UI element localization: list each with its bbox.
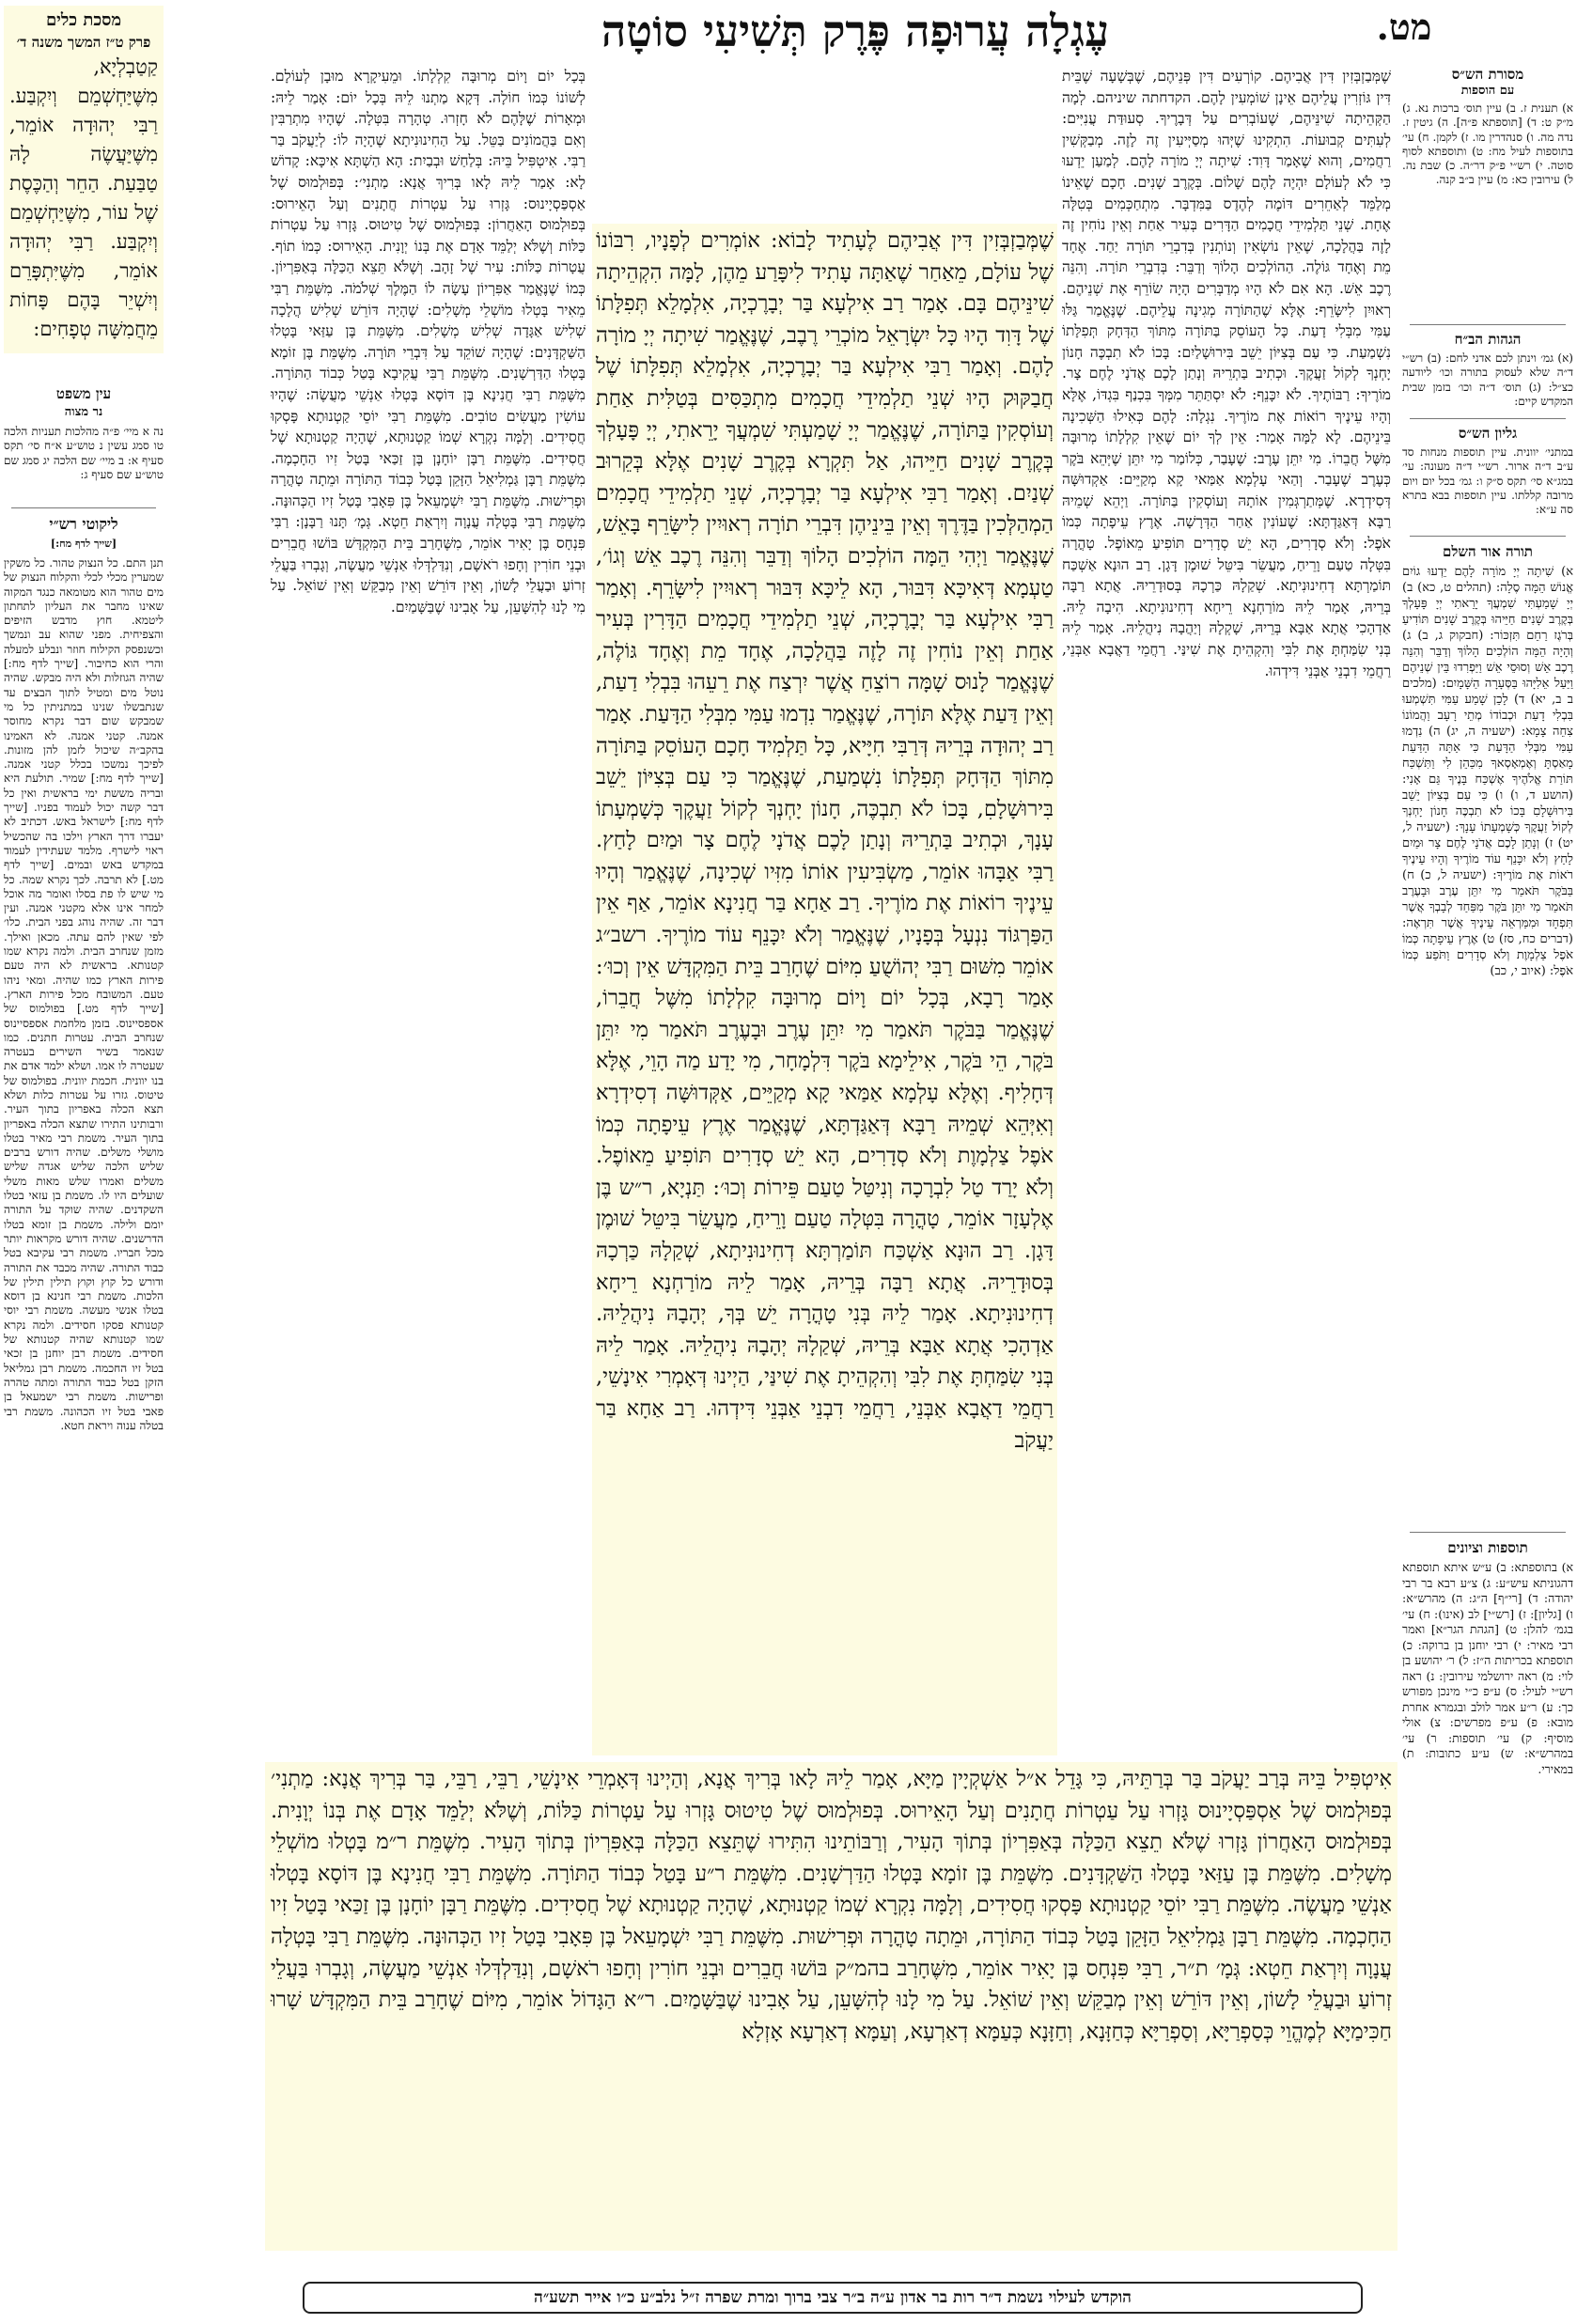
masoret-text: א) תענית ז. ב) עיין תוס׳ ברכות נא. ג) מ״ק ט: ד) [תוספתא פ״ה]. ה) גיטין ז. נדה מה. ו) סנהדרין מו. ז) לקמן. ח) עי׳ בתוספות לעיל מח: ט) ותוספתא לסוף סוטה. י) רש״י פ״ק דר״ה. כ) שבת נה. ל) עירובין כא: מ) עיין ב״ב קנה. [1402, 101, 1573, 187]
ein-mishpat-text: נה א מיי׳ פ״ה מהלכות תעניות הלכה טו סמג עשין נ טוש״ע א״ח סי׳ תקס סעיף א: ב מיי׳ שם הלכה יג סמג שם טוש״ע שם סעיף ג: [4, 425, 164, 481]
gemara-main-text: שֶׁמְּבַזְבְּזִין דִּין אֲבִיהֶם לֶעָתִיד לָבוֹא: אוֹמְרִים לְפָנָיו, רִבּוֹנוֹ שֶׁל עוֹלָם, מֵאַחַר שֶׁאַתָּה עָתִיד לִיפָּרַע מֵהֶן, לָמָּה הִקְהֵיתָה שִׁינֵּיהֶם בָּם. אָמַר רַב אִילְעָא בַּר יְבָרֶכְיָה, אִלְמָלֵא תְּפִלָּתוֹ שֶׁל דָּוִד הָיוּ כָּל יִשְׂרָאֵל מוֹכְרֵי רֶבֶב, שֶׁנֶּאֱמַר שִׁיתָה יְיָ מוֹרָה לָהֶם. וְאָמַר רַבִּי אִילְעָא בַּר יְבָרֶכְיָה, אִלְמָלֵא תְּפִלָּתוֹ שֶׁל חֲבַקּוּק הָיוּ שְׁנֵי תַלְמִידֵי חֲכָמִים מִתְכַּסִּים בְּטַלִּית אַחַת וְעוֹסְקִין בַּתּוֹרָה, שֶׁנֶּאֱמַר יְיָ שָׁמַעְתִּי שִׁמְעֲךָ יָרֵאתִי, יְיָ פָּעָלְךָ בְּקֶרֶב שָׁנִים חַיֵּיהוּ, אַל תִּקְרָא בְּקֶרֶב שָׁנִים אֶלָּא בְּקֵרוּב שְׁנַיִם. וְאָמַר רַבִּי אִילְעָא בַּר יְבָרֶכְיָה, שְׁנֵי תַלְמִידֵי חֲכָמִים הַמְהַלְּכִין בַּדֶּרֶךְ וְאֵין בֵּינֵיהֶן דִּבְרֵי תוֹרָה רְאוּיִין לִישָּׂרֵף בָּאֵשׁ, שֶׁנֶּאֱמַר וַיְהִי הֵמָּה הוֹלְכִים הָלוֹךְ וְדַבֵּר וְהִנֵּה רֶכֶב אֵשׁ וְגוֹ׳, טַעְמָא דְּאִיכָּא דִּבּוּר, הָא לֵיכָּא דִּבּוּר רְאוּיִין לִישָּׂרֵף. וְאָמַר רַבִּי אִילְעָא בַּר יְבָרֶכְיָה, שְׁנֵי תַלְמִידֵי חֲכָמִים הַדָּרִין בְּעִיר אַחַת וְאֵין נוֹחִין זֶה לָזֶה בַּהֲלָכָה, אֶחָד מֵת וְאֶחָד גּוֹלֶה, שֶׁנֶּאֱמַר לָנוּס שָׁמָּה רוֹצֵחַ אֲשֶׁר יִרְצַח אֶת רֵעֵהוּ בִּבְלִי דַעַת, וְאֵין דַּעַת אֶלָּא תּוֹרָה, שֶׁנֶּאֱמַר נִדְמוּ עַמִּי מִבְּלִי הַדָּעַת. אָמַר רַב יְהוּדָה בְּרֵיהּ דְּרַבִּי חִיָּיא, כָּל תַּלְמִיד חָכָם הָעוֹסֵק בַּתּוֹרָה מִתּוֹךְ הַדְּחָק תְּפִלָּתוֹ נִשְׁמַעַת, שֶׁנֶּאֱמַר כִּי עַם בְּצִיּוֹן יֵשֵׁב בִּירוּשָׁלָםִ, בָּכוֹ לֹא תִבְכֶּה, חָנוֹן יָחְנְךָ לְקוֹל זַעֲקֶךָ כְּשָׁמְעָתוֹ עָנָךְ, וּכְתִיב בַּתְרֵיהּ וְנָתַן לָכֶם אֲדֹנָי לֶחֶם צָר וּמַיִם לָחַץ. רַבִּי אַבָּהוּ אוֹמֵר, מַשְׂבִּיעִין אוֹתוֹ מִזִּיו שְׁכִינָה, שֶׁנֶּאֱמַר וְהָיוּ עֵינֶיךָ רוֹאוֹת אֶת מוֹרֶיךָ. רַב אַחָא בַּר חֲנִינָא אוֹמֵר, אַף אֵין הַפַּרְגּוֹד נִנְעָל בְּפָנָיו, שֶׁנֶּאֱמַר וְלֹא יִכָּנֵף עוֹד מוֹרֶיךָ. רשב״ג אוֹמֵר מִשּׁוּם רַבִּי יְהוֹשֻׁעַ מִיּוֹם שֶׁחָרַב בֵּית הַמִּקְדָּשׁ אֵין וְכוּ׳: אָמַר רָבָא, בְּכָל יוֹם וָיוֹם מְרוּבָּה קִלְלָתוֹ מִשֶּׁל חֲבֵרוֹ, שֶׁנֶּאֱמַר בַּבֹּקֶר תֹּאמַר מִי יִתֵּן עֶרֶב וּבָעֶרֶב תֹּאמַר מִי יִתֵּן בֹּקֶר, הֵי בֹּקֶר, אִילֵימָא בֹּקֶר דִּלְמָחָר, מִי יָדַע מַה הָוֵי, אֶלָּא דְּחָלִיף. וְאֶלָּא עָלְמָא אַמַּאי קָא מְקַיֵּים, אַקְּדוּשָּׁה דְסִידְרָא וְאִיְּהֵא שְׁמֵיהּ רַבָּא דְּאַגַּדְתָּא, שֶׁנֶּאֱמַר אֶרֶץ עֵיפָתָה כְּמוֹ אֹפֶל צַלְמָוֶת וְלֹא סְדָרִים, הָא יֵשׁ סְדָרִים תּוֹפִיעַ מֵאוֹפֶל. וְלֹא יָרַד טַל לִבְרָכָה וְנִיטַּל טַעַם פֵּירוֹת וְכוּ׳: תַּנְיָא, ר״ש בֶּן אֶלְעָזָר אוֹמֵר, טָהֳרָה בִּטְּלָה טַעַם וָרֵיחַ, מַעֲשֵׂר בִּיטֵּל שׁוּמֶן דָּגָן. רַב הוּנָא אַשְׁכַּח תּוֹמַרְתָּא דְחִינוּנִיתָא, שְׁקַלָהּ כַּרְכָהּ בְּסוּדָרֵיהּ. אֲתָא רַבָּה בְּרֵיהּ, אָמַר לֵיהּ מוֹרַחְנָא רֵיחָא דְחִינוּנִיתָא. אָמַר לֵיהּ בְּנִי טָהֳרָה יֵשׁ בְּךָ, יְהָבָהּ נִיהֲלֵיהּ. אַדְהָכִי אֲתָא אַבָּא בְּרֵיהּ, שְׁקַלָהּ יְהָבָהּ נִיהֲלֵיהּ. אָמַר לֵיהּ בְּנִי שִׂמַּחְתָּ אֶת לִבִּי וְהִקְהֵיתָ אֶת שִׁינַּי, הַיְינוּ דְּאָמְרִי אִינָשֵׁי, רַחֲמֵי דַאֲבָא אַבְּנֵי, רַחֲמֵי דִבְנֵי אַבְּנֵי דִּידְהוּ. רַב אַחָא בַּר יַעֲקֹב [592, 224, 1057, 1755]
kelim-subtitle: פרק ט״ז המשך משנה ד׳ [16, 34, 151, 51]
hagahot-habach-title: הגהות הב״ח [1454, 331, 1522, 348]
gilyon-hashas-title: גליון הש״ס [1458, 425, 1518, 442]
hosafot-text: א) בתוספתא: ב) ע״ש איתא תוספתא דהגוניתא עיש״ע: ג) צ״ע רבא בר רבי יהודה: ד) [רי״ף] ה״ג: ה) מהרש״א: ו) [גליון]: ז) [רש״י] לב (אינו): ח) עי׳ בגמ׳ להלן: ט) [הגהת הגר״א] ואמר רבי מאיר: י) רבי יוחנן בן ברוקה: כ) תוספתא בכריתות ה״ז: ל) ר׳ יהושע בן לוי: מ) ראה ירושלמי עירובין: נ) ראה רש״י לעיל: ס) ע״פ כ״י מינכן מפורש כך: ע) ר״ע אמר לולב ובגמרא אחרת מובא: פ) ע״פ מפרשים: צ) אולי מוסיף: ק) עי׳ תוספות: ר) עי׳ במהרש״א: ש) ע״ע כתובות: ת) במאירי. [1402, 1560, 1573, 1776]
masoret-title: מסורת הש״ס [1451, 66, 1524, 83]
rashi-commentary: שֶׁמְּבַזְבְּזִין דִּין אֲבִיהֶם. קוֹרְעִים דִּין פְּנֵיהֶם, שֶׁבְּשָׁעָה שֶׁבֵּית דִּין גּוֹזְרִין עֲלֵיהֶם אֵינָן שׁוֹמְעִין לָהֶם. הקדחתה שיניהם. לְמָה הַקְּהֵיתָה שִׁינֵּיהֶם, שֶׁעוֹבְרִים עַל דְּבָרֶיךָ. סְעוּדַּת עֲנִיִּים: לְעִתִּים קְבוּעוֹת. הִתְקִינוּ שֶׁיְּהוּ מְסַיְּיעִין זֶה לָזֶה. מְבַקְּשִׁין רַחֲמִים, וְהוּא שֶׁאָמַר דָּוִד: שִׁיתָה יְיָ מוֹרָה לָהֶם. לְמַעַן יֵדְעוּ כִּי לֹא לְעוֹלָם יִהְיֶה לָהֶם שָׁלוֹם. בְּקֶרֶב שָׁנִים. חָכָם שֶׁאֵינוֹ מְלַמֵּד לְאַחֵרִים דּוֹמֶה לְהֶדֶס בַּמִּדְבָּר. מִתְחַכְּמִים בְּטִלָּה אֶחָת. שְׁנֵי תַּלְמִידֵי חֲכָמִים הַדָּרִים בְּעִיר אַחַת וְאֵין נוֹחִין זֶה לָזֶה בַּהֲלָכָה, שֶׁאֵין נוֹשְׂאִין וְנוֹתְנִין בְּדִבְרֵי תּוֹרָה יַחַד. אֶחָד מֵת וְאֶחָד גּוֹלֶה. הַהוֹלְכִים הָלוֹךְ וְדַבֵּר: בְּדִבְרֵי תּוֹרָה. וְהִנֵּה רֶכֶב אֵשׁ. הָא אִם לֹא הָיוּ מְדַבְּרִים הָיָה שׂוֹרֵף אֶת שְׁנֵיהֶם. רְאוּיִן לִישָּׂרֵף: אֶלָּא שֶׁהַתּוֹרָה מְגִינָה עֲלֵיהֶם. שֶׁנֶּאֱמַר גַּלּוּ עַמִּי מִבְּלִי דָעַת. כָּל הָעוֹסֵק בַּתּוֹרָה מִתּוֹךְ הַדְּחָק תְּפִלָּתוֹ נִשְׁמַעַת. כִּי עַם בְּצִיּוֹן יֵשֵׁב בִּירוּשָׁלַיִם: בָּכוֹ לֹא תִבְכֶּה חָנוֹן יָחְנְךָ לְקוֹל זַעֲקֶךָ. וּכְתִיב בַּתְרֵיהּ וְנָתַן לָכֶם אֲדֹנָי לֶחֶם צָר. מוֹרֶיךָ: רַבּוֹתֶיךָ. לֹא יִכָּנֵף: לֹא יִסְתַּתֵּר מִמְּךָ בִּכְנַף בִּגְדּוֹ, אֶלָּא וְהָיוּ עֵינֶיךָ רוֹאוֹת אֶת מוֹרֶיךָ. נִגְלָה: לָהֶם כְּאִילוּ הַשְּׁכִינָה בֵּינֵיהֶם. לָא לַמָּה אָמַר: אֵין לְךָ יוֹם שֶׁאֵין קִלְלָתוֹ מְרוּבָּה מִשֶּׁל חֲבֵרוֹ. מִי יִתֵּן עֶרֶב: שֶׁעָבַר, כְּלוֹמַר מִי יִתֵּן שֶׁיְּהֵא בֹּקֶר כְּעֶרֶב שֶׁעָבַר. וְהַאי עָלְמָא אַמַּאי קָא מְקַיֵּים: אַקְדוּשָּׁה דְּסִידְרָא. שֶׁמְּתַרְגְּמִין אוֹתָהּ וְעוֹסְקִין בַּתּוֹרָה. וַיְהֵא שְׁמֵיהּ רַבָּא דְּאַגַּדְתָּא: שֶׁעוֹנִין אַחַר הַדְּרָשָׁה. אֶרֶץ עֵיפָתָה כְּמוֹ אֹפֶל: וְלֹא סְדָרִים, הָא יֵשׁ סְדָרִים תּוֹפִיעַ מֵאוֹפֶל. טָהֳרָה בִּטְּלָה טַעַם וָרֵיחַ, מַעֲשֵׂר בִּיטֵּל שׁוּמֶן דָּגָן. רַב הוּנָא אַשְׁכַּח תּוֹמַרְתָּא דְחִינוּנִיתָא. שְׁקַלָהּ כַּרְכָהּ בְּסוּדָרֵיהּ. אֲתָא רַבָּה בְּרֵיהּ, אָמַר לֵיהּ מוֹרַחְנָא רֵיחָא דְחִינוּנִיתָא. הִיבָה לֵיהּ. אַדְהָכִי אֲתָא אַבָּא בְּרֵיהּ, שָׁקְלָהּ וְיַהֲבָהּ נִיהֲלֵיהּ. אָמַר לֵיהּ בְּנִי שִׂמַּחְתָּ אֶת לִבִּי וְהִקְהֵיתָ אֶת שִׁינַּי. רַחֲמֵי דַאֲבָא אַבְּנֵי, רַחֲמֵי דִבְנֵי אַבְּנֵי דִּידְהוּ. [1062, 68, 1391, 679]
divider [1410, 536, 1566, 537]
gemara-continuation: אִיטְפִּיל בֵּיהּ בְּרַב יַעֲקֹב בַּר בְּרַתֵּיהּ, כִּי גָּדֵל א״ל אַשְׁקְיָין מַיָּא, אָמַר לֵיהּ לָאו בְּרִיךְ אֲנָא, וְהַיְינוּ דְּאָמְרֵי אִינָשֵׁי, רַבֵּי, רַבֵּי, בַּר בְּרִיךְ אֲנָא: מַתְנִי׳ בְּפוּלְמוּס שֶׁל אַסְפַּסְיָינוּס גָּזְרוּ עַל עַטְרוֹת חֲתָנִים וְעַל הָאֵירוּס. בְּפוּלְמוּס שֶׁל טִיטוּס גָּזְרוּ עַל עַטְרוֹת כַּלּוֹת, וְשֶׁלֹּא יְלַמֵּד אָדָם אֶת בְּנוֹ יְוָנִית. בְּפוּלְמוּס הָאַחֲרוֹן גָּזְרוּ שֶׁלֹּא תֵצֵא הַכַּלָּה בְּאַפִּרְיוֹן בְּתוֹךְ הָעִיר, וְרַבּוֹתֵינוּ הִתִּירוּ שֶׁתֵּצֵא הַכַּלָּה בְּאַפִּרְיוֹן בְּתוֹךְ הָעִיר. מִשֶּׁמֵּת ר״מ בָּטְלוּ מוֹשְׁלֵי מְשָׁלִים. מִשֶּׁמֵּת בֶּן עַזַּאי בָּטְלוּ הַשַּׁקְדָּנִים. מִשֶּׁמֵּת בֶּן זוֹמָא בָּטְלוּ הַדַּרְשָׁנִים. מִשֶּׁמֵּת ר״ע בָּטַל כְּבוֹד הַתּוֹרָה. מִשֶּׁמֵּת רַבִּי חֲנִינָא בֶּן דּוֹסָא בָּטְלוּ אַנְשֵׁי מַעֲשֶׂה. מִשֶּׁמֵּת רַבִּי יוֹסֵי קַטְנוּתָא פָּסְקוּ חֲסִידִים, וְלָמָּה נִקְרָא שְׁמוֹ קַטְנוּתָא, שֶׁהָיָה קַטְנוּתָא שֶׁל חֲסִידִים. מִשֶּׁמֵּת רַבָּן יוֹחָנָן בֶּן זַכַּאי בָּטַל זִיו הַחָכְמָה. מִשֶּׁמֵּת רַבָּן גַּמְלִיאֵל הַזָּקֵן בָּטַל כְּבוֹד הַתּוֹרָה, וּמֵתָה טָהֳרָה וּפְרִישׁוּת. מִשֶּׁמֵּת רַבִּי יִשְׁמָעֵאל בֶּן פִּאָבִי בָּטַל זִיו הַכְּהוּנָּה. מִשֶּׁמֵּת רַבִּי בָּטְלָה עֲנָוָה וְיִרְאַת חֵטְא: גְּמָ׳ ת״ר, רַבִּי פִּנְחָס בֶּן יָאִיר אוֹמֵר, מִשֶּׁחָרַב בהמ״ק בּוֹשׁוּ חֲבֵרִים וּבְנֵי חוֹרִין וְחָפוּ רֹאשָׁם, וְנִדַּלְדְּלוּ אַנְשֵׁי מַעֲשֶׂה, וְגָבְרוּ בַּעֲלֵי זְרוֹעַ וּבַעֲלֵי לָשׁוֹן, וְאֵין דּוֹרֵשׁ וְאֵין מְבַקֵּשׁ וְאֵין שׁוֹאֵל. עַל מִי לָנוּ לְהִשָּׁעֵן, עַל אָבִינוּ שֶׁבַּשָּׁמַיִם. ר״א הַגָּדוֹל אוֹמֵר, מִיּוֹם שֶׁחָרַב בֵּית הַמִּקְדָּשׁ שָׁרוּ חַכִּימַיָּא לְמֶהֱוֵי כְּסַפְרַיָּא, וְסַפְרַיָּא כְּחַזָּנָא, וְחַזָּנָא כְּעַמָּא דְאַרְעָא, וְעַמָּא דְאַרְעָא אָזְלָא [265, 1762, 1397, 2251]
divider [1410, 324, 1566, 325]
likutei-rashi-title: ליקוטי רש״י [49, 515, 118, 533]
divider [1410, 418, 1566, 419]
kelim-title: מסכת כלים [45, 10, 122, 30]
dedication-text: הוקדש לעילוי נשמת ד״ר רות בר אדון ע״ה ב״ר צבי ברוך ומרת שפרה ז״ל נלב״ע כ״ו אייר תשע״ה [534, 2288, 1132, 2307]
dedication-footer [303, 2282, 1363, 2314]
ein-mishpat-title: עין משפט [55, 385, 112, 402]
kelim-box [4, 6, 164, 353]
chapter-title: עֶגְלָה עֲרוּפָה פֶּרֶק תְּשִׁיעִי סוֹטָה [601, 6, 1110, 56]
gilyon-hashas-text: במתני׳ יוונית. עיין תוספות מנחות סד ע״ב ד״ה ארור. רש״י ד״ה מעונה: עי׳ במג״א סי׳ תקס ס״ק ו: גמ׳ בכל יום ויום מרובה קללתו. עיין תוספות בבא בתרא סה ע״א: [1402, 445, 1573, 517]
masoret-subtitle: עם הוספות [1460, 84, 1515, 98]
torah-or-text: א) שִׁיתָה יְיָ מוֹרָה לָהֶם יֵדְעוּ גוֹיִם אֱנוֹשׁ הֵמָּה סֶלָה: (תהלים ט, כא) ב) יְיָ שָׁמַעְתִּי שִׁמְעֲךָ יָרֵאתִי יְיָ פָּעָלְךָ בְּקֶרֶב שָׁנִים חַיֵּיהוּ בְּקֶרֶב שָׁנִים תּוֹדִיעַ בְּרֹגֶז רַחֵם תִּזְכּוֹר: (חבקוק ג, ב) ג) וְהָיָה הֵמָּה הוֹלְכִים הָלוֹךְ וְדַבֵּר וְהִנֵּה רֶכֶב אֵשׁ וְסוּסֵי אֵשׁ וַיַּפְרִדוּ בֵּין שְׁנֵיהֶם וַיַּעַל אֵלִיָּהוּ בַּסְּעָרָה הַשָּׁמָיִם: (מלכים ב ב, יא) ד) לָכֵן שָׁמַע עַמִּי תִּשְׁמְעוּ בִּבְלִי דָעַת וּכְבוֹדוֹ מְתֵי רָעָב וַהֲמוֹנוֹ צִחֵה צָמָא: (ישעיה ה, יג) ה) נִדְמוּ עַמִּי מִבְּלִי הַדָּעַת כִּי אַתָּה הַדַּעַת מָאַסְתָּ וְאֶמְאָסְאךָ מִכַּהֵן לִי וַתִּשְׁכַּח תּוֹרַת אֱלֹהֶיךָ אֶשְׁכַּח בָּנֶיךָ גַּם אָנִי: (הושע ד, ו) ו) כִּי עַם בְּצִיּוֹן יֵשֵׁב בִּירוּשָׁלָםִ בָּכוֹ לֹא תִבְכֶּה חָנוֹן יָחְנְךָ לְקוֹל זַעֲקֶךָ כְּשָׁמְעָתוֹ עָנָךְ: (ישעיה ל, יט) ז) וְנָתַן לָכֶם אֲדֹנָי לֶחֶם צָר וּמַיִם לָחַץ וְלֹא יִכָּנֵף עוֹד מוֹרֶיךָ וְהָיוּ עֵינֶיךָ רֹאוֹת אֶת מוֹרֶיךָ: (ישעיה ל, כ) ח) בַּבֹּקֶר תֹּאמַר מִי יִתֵּן עֶרֶב וּבָעֶרֶב תֹּאמַר מִי יִתֵּן בֹּקֶר מִפַּחַד לְבָבְךָ אֲשֶׁר תִּפְחָד וּמִמַּרְאֵה עֵינֶיךָ אֲשֶׁר תִּרְאֶה: (דברים כח, סז) ט) אֶרֶץ עֵיפָתָה כְּמוֹ אֹפֶל צַלְמָוֶת וְלֹא סְדָרִים וַתֹּפַע כְּמוֹ אֹפֶל: (איוב י, כב) [1402, 565, 1573, 978]
likutei-rashi-text: תנן התם. כל הנצוק טהור. כל משקין שמערין מכלי לכלי והקלוח הנצוק של מים טהור הוא מטומאה כנגד המקוה שאינו מחבר את העליון לתחתון ליטמא. חוץ מדבש הזיפים והצפיחית. מפני שהוא עב ונמשך וכשנפסק הקילוח חוזר ונבלע למעלה והרי הוא כחיבור. [שייך לדף מח:] שהיה הגוזלות ולא היה מבקש. שהיה נוטל מים ומטיל לתוך הבצים עד שנתבשלו שנינו במתניתין כל מי שמבקש שום דבר נקרא מחוסר אמנה. קטני אמנה. לא האמינו בהקב״ה שיכול לזמן להן מזונות. לפיכך נמשכו בכלל קטני אמנה. [שייך לדף מח:] שמיר. תולעת היא ובריה מששת ימי בראשית ואין כל דבר קשה יכול לעמוד בפניו. [שייך לדף מח:] לישראל באש. דכתיב לא יעברו דרך הארץ וילכו בה שהכשיל ראוי לישרף. מלמד שעתידין לעמוד במקדש באש ובמים. [שייך לדף מט.] לא תרבה. לכך נקרא שמה. כל מי שיש לו פת בסלו ואומר מה אוכל למחר אינו אלא מקטני אמנה. ועין דבר זה. שהיה נוהג בפני הבית. כלו׳ לפי שאין להם עתה. מכאן ואילך. מזמן שנחרב הבית. ולמה נקרא שמו קטנותא. בראשית לא היה טעם פירות הארץ כמו שהיה. ומאי ניהו טעם. המשובח מכל פירות הארץ. [שייך לדף מט.] בפולמוס של אספסיינוס. בזמן מלחמת אספסיינוס שנחרב הבית. עטרות חתנים. כמו שנאמר בשיר השירים בעטרה שעטרה לו אמו. ושלא ילמד אדם את בנו יוונית. חכמת יוונית. בפולמוס של טיטוס. גזרו על עטרות כלות ושלא תצא הכלה באפריון בתוך העיר. ורבותינו התירו שתצא הכלה באפריון בתוך העיר. משמת רבי מאיר בטלו מושלי משלים. שהיה דורש ברבים שליש הלכה שליש אגדה שליש משלים ואמרו שלש מאות משלי שועלים היו לו. משמת בן עזאי בטלו השקדנים. שהיה שוקד על התורה יומם ולילה. משמת בן זומא בטלו הדרשנים. שהיה דורש מקראות יותר מכל חבריו. משמת רבי עקיבא בטל כבוד התורה. שהיה מכבד את התורה ודורש כל קוץ וקוץ תילין תילין של הלכות. משמת רבי חנינא בן דוסא בטלו אנשי מעשה. משמת רבי יוסי קטנותא פסקו חסידים. ולמה נקרא שמו קטנותא שהיה קטנותא של חסידים. משמת רבן יוחנן בן זכאי בטל זיו החכמה. משמת רבן גמליאל הזקן בטל כבוד התורה ומתה טהרה ופרישות. משמת רבי ישמעאל בן פאבי בטל זיו הכהונה. משמת רבי בטלה ענוה ויראת חטא. [4, 556, 164, 1432]
torah-or-title: תורה אור השלם [1443, 543, 1533, 560]
ein-mishpat-subtitle: נר מצוה [64, 405, 103, 419]
likutei-rashi-subtitle: [שייך לדף מח:] [50, 538, 117, 550]
kelim-text: קַטַבְלְיָא, מִשֶּׁיַּחְשְׁמֵם וְיִקְבַּע. רַבִּי יְהוּדָה אוֹמֵר, מִשֶּׁיַּעֲשֶׂה לָהּ טַבַּעַת. הַחֵר וְהַכֶּסֶת שֶׁל עוֹר, מִשֶּׁיַּחְשְׁמֵם וְיִקְבַּע. רַבִּי יְהוּדָה אוֹמֵר, מִשֶּׁיִּתְפָּרֵם וְיִשְׁיֵר בָּהֶם פָּחוֹת מֵחֲמִשָּׁה טְפָחִים: [9, 55, 158, 340]
rashi-top-band [592, 66, 1057, 221]
divider [1410, 1532, 1566, 1533]
hosafot-title: תוספות וציונים [1447, 1539, 1528, 1556]
tosafot-commentary: בְּכָל יוֹם וָיוֹם מְרוּבָּה קִלְלָתוֹ. וּמֵעִיקָרָא מוּבָן לְעוֹלָם. לְשׁוֹנוֹ כְּמוֹ חוֹלָה. דְּקָא מַתְנוּ לֵיהּ בְּכָל יוֹם: אָמַר לֵיהּ: וּמְאָרוֹת שֶׁלָּהֶם לֹא חָזְרוּ. טְהָרָה בִּטְּלָה. שֶׁהָיוּ מִתְרַבִּין וְאִם בַּהֲמוֹנִים בַּטֵּל. עַל הַחִינוּנִיתָא שֶׁהָיָה לוֹ: לְיַעֲקֹב בַּר רַבִּי. אִיטְפִּיל בֵּיהּ: בְּלַחַשׁ וּבְבַיִת: הָא הַשְׁתָּא אִיכָּא: קָדוֹשׁ לָא: אָמַר לֵיהּ לָאו בְּרִיךְ אֲנָא: מַתְנִי׳: בְּפוּלְמוּס שֶׁל אַסְפַּסְיָינוּס: גָּזְרוּ עַל עַטְרוֹת חֲתָנִים וְעַל הָאֵירוּס: בְּפוּלְמוּס הָאַחֲרוֹן: בְּפוּלְמוּס שֶׁל טִיטוּס. גָּזְרוּ עַל עַטְרוֹת כַּלּוֹת וְשֶׁלֹּא יְלַמֵּד אָדָם אֶת בְּנוֹ יְוָנִית. הָאֵירוּס: כְּמוֹ תוֹף. עֲטָרוֹת כַּלּוֹת: עִיר שֶׁל זָהָב. וְשֶׁלֹּא תֵּצֵא הַכַּלָּה בְּאַפִּרְיוֹן. כְּמוֹ שֶׁנֶּאֱמַר אַפִּרְיוֹן עָשָׂה לוֹ הַמֶּלֶךְ שְׁלֹמֹה. מִשֶּׁמֵּת רַבִּי מֵאִיר בָּטְלוּ מוֹשְׁלֵי מְשָׁלִים: שֶׁהָיָה דּוֹרֵשׁ שְׁלִישׁ הֲלָכָה שְׁלִישׁ אַגָּדָה שְׁלִישׁ מְשָׁלִים. מִשֶּׁמֵּת בֶּן עַזַּאי בָּטְלוּ הַשַּׁקְדָּנִים: שֶׁהָיָה שׁוֹקֵד עַל דִּבְרֵי תּוֹרָה. מִשֶּׁמֵּת בֶּן זוֹמָא בָּטְלוּ הַדַּרְשָׁנִים. מִשֶּׁמֵּת רַבִּי עֲקִיבָא בָּטַל כְּבוֹד הַתּוֹרָה. מִשֶּׁמֵּת רַבִּי חֲנִינָא בֶּן דּוֹסָא בָּטְלוּ אַנְשֵׁי מַעֲשֶׂה: שֶׁהָיוּ עוֹשִׂין מַעֲשִׂים טוֹבִים. מִשֶּׁמֵּת רַבִּי יוֹסֵי קַטְנוּתָא פָּסְקוּ חֲסִידִים. וְלָמָּה נִקְרָא שְׁמוֹ קַטְנוּתָא, שֶׁהָיָה קַטְנוּתָא שֶׁל חֲסִידִים. מִשֶּׁמֵּת רַבָּן יוֹחָנָן בֶּן זַכַּאי בָּטַל זִיו הַחָכְמָה. מִשֶּׁמֵּת רַבָּן גַּמְלִיאֵל הַזָּקֵן בָּטַל כְּבוֹד הַתּוֹרָה וּמֵתָה טָהֳרָה וּפְרִישׁוּת. מִשֶּׁמֵּת רַבִּי יִשְׁמָעֵאל בֶּן פִּאָבִי בָּטַל זִיו הַכְּהוּנָּה. מִשֶּׁמֵּת רַבִּי בָּטְלָה עֲנָוָה וְיִרְאַת חֵטְא. גְּמָ׳ תָּנוּ רַבָּנָן: רַבִּי פִּנְחָס בֶּן יָאִיר אוֹמֵר, מִשֶּׁחָרַב בֵּית הַמִּקְדָּשׁ בּוֹשׁוּ חֲבֵרִים וּבְנֵי חוֹרִין וְחָפוּ רֹאשָׁם, וְנִדַּלְדְּלוּ אַנְשֵׁי מַעֲשֶׂה, וְגָבְרוּ בַּעֲלֵי זְרוֹעַ וּבַעֲלֵי לָשׁוֹן, וְאֵין דּוֹרֵשׁ וְאֵין מְבַקֵּשׁ וְאֵין שׁוֹאֵל. עַל מִי לָנוּ לְהִשָּׁעֵן, עַל אָבִינוּ שֶׁבַּשָּׁמַיִם. [271, 68, 586, 616]
hagahot-habach-text: (א) גמ׳ וינתן לכם אדני לחם: (ב) רש״י ד״ה שלא לעסוק בתורה וכו׳ ליודעה כצ״ל: (ג) תוס׳ ד״ה וכו׳ בזמן שבית המקדש קיים: [1402, 351, 1573, 408]
page-number: מט. [1376, 6, 1432, 48]
divider [11, 507, 156, 508]
